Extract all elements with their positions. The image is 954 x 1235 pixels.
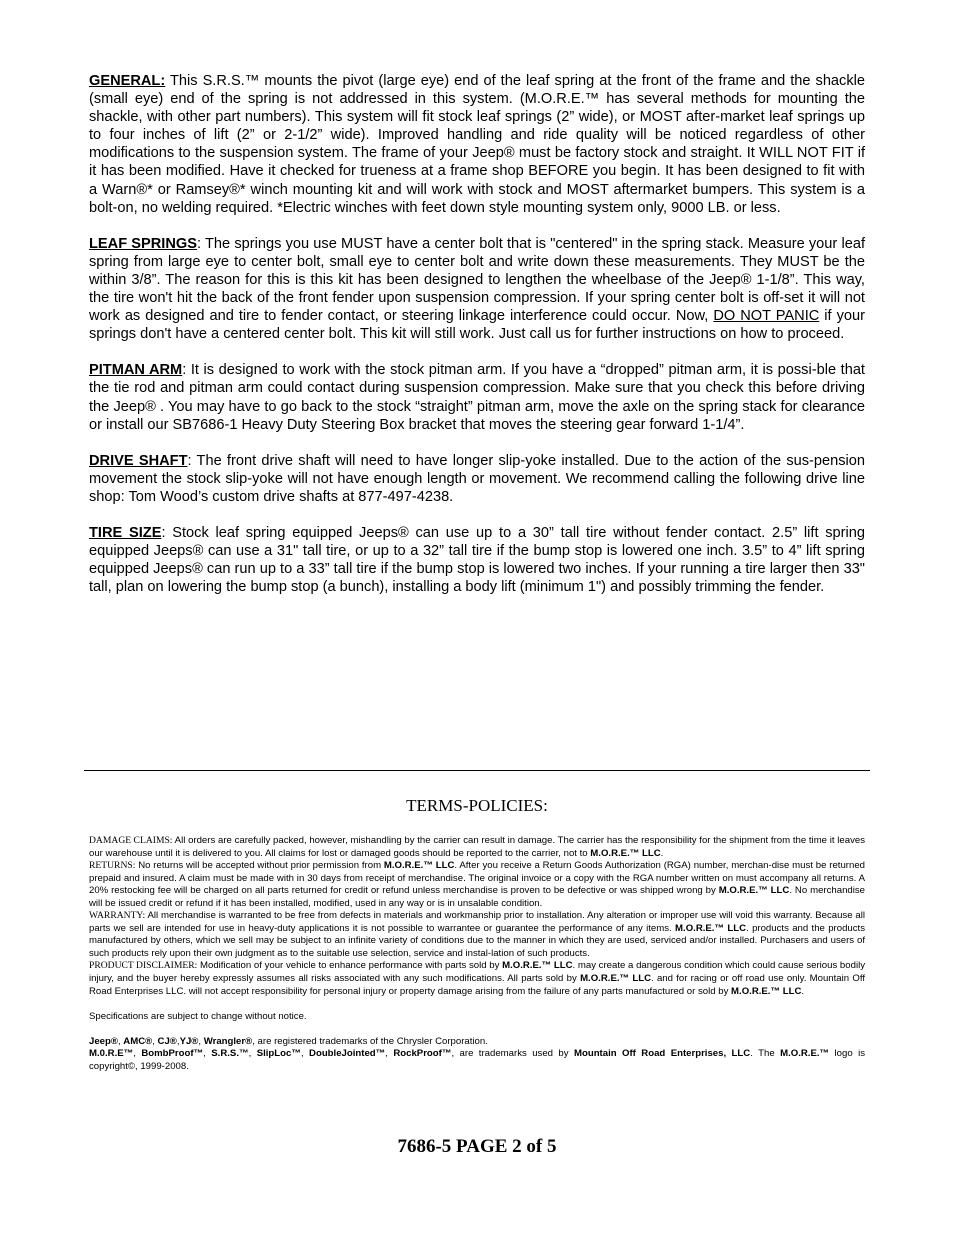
warranty-policy: WARRANTY: All merchandise is warranted to be free from defects in materials and workmanship prior to installation. Any alteration or improper use will void this warranty. Because all parts we sell are intended for use in heavy-duty applications it is not possible to warrantee or guarantee the performance of any items. M.O.R.E.™ LLC. products and the products manufactured by others, which we sell may be subject to an infinite variety of conditions due to the manner in which they are used, serviced and/or installed. Purchasers and users of such products rely upon their own judgment as to the suitable use selection, service and instal-lation of such products.	[89, 910, 866, 959]
section-pitman-arm	[89, 361, 865, 433]
tire-size-text: : Stock leaf spring equipped Jeeps® can use up to a 30” tall tire without fender contact. 2.5” lift spring equipped Jeeps® can use a 31" tall tire, or up to a 32” tall tire if the bump stop is lowered one inch. 3.5” to 4” lift spring equipped Jeeps® can run up to a 33” tall tire if the bump stop is lowered two inches. If your running a tire larger then 33" tall, plan on lowering the bump stop (a bunch), installing a body lift (minimum 1") and possibly trimming the fender.	[89, 524, 866, 596]
instructions-body	[89, 72, 865, 614]
leaf-springs-text-end: if your springs don't have a centered center bolt. This kit will still work. Just call us for further instructions on how to proceed.	[89, 308, 865, 343]
product-disclaimer: PRODUCT DISCLAIMER: Modification of your vehicle to enhance performance with parts sold by M.O.R.E.™ LLC. may create a dangerous condition which could cause serious bodily injury, and the buyer hereby expressly assumes all risks associated with any such modifications. All parts sold by M.O.R.E.™ LLC. and for racing or off road use only. Mountain Off Road Enterprises LLC. will not accept responsibility for personal injury or property damage arising from the failure of any parts manufactured or sold by M.O.R.E.™ LLC.	[89, 960, 866, 997]
section-drive-shaft	[89, 452, 865, 506]
section-tire-size	[89, 524, 865, 596]
pitman-arm-text: : It is designed to work with the stock pitman arm. If you have a “dropped” pitman arm, it is possi-ble that the tie rod and pitman arm could contact during suspension compression. Make sure that you check this before driving the Jeep® . You may have to go back to the stock “straight” pitman arm, move the axle on the spring stack for clearance or install our SB7686-1 Heavy Duty Steering Box bracket that moves the steering gear forward 1-1/4”.	[89, 362, 865, 433]
heading-drive-shaft: DRIVE SHAFT	[89, 452, 188, 469]
section-leaf-springs	[89, 235, 865, 344]
divider-line	[84, 770, 870, 771]
terms-title: TERMS-POLICIES:	[406, 796, 548, 815]
heading-pitman-arm: PITMAN ARM	[89, 362, 183, 379]
section-general	[89, 72, 865, 217]
heading-general: GENERAL:	[89, 73, 166, 89]
heading-leaf-springs: LEAF SPRINGS	[89, 235, 197, 252]
page-footer: 7686-5 PAGE 2 of 5	[397, 1136, 557, 1157]
trademarks-chrysler: Jeep®, AMC®, CJ®,YJ®, Wrangler®, are registered trademarks of the Chrysler Corporation.	[89, 1035, 488, 1047]
general-text: This S.R.S.™ mounts the pivot (large eye) end of the leaf spring at the front of the frame and the shackle (small eye) end of the spring is not addressed in this system. (M.O.R.E.™ has several methods for mounting the shackle, with other part numbers). This system will fit stock leaf springs (2” wide), or MOST after-market leaf springs up to four inches of lift (2” or 2-1/2” wide). Improved handling and ride quality will be noticed regardless of other modifications to the suspension system. The frame of your Jeep® must be factory stock and straight. It WILL NOT FIT if it has been modified. Have it checked for trueness at a frame shop BEFORE you begin. It has been designed to fit with a Warn®* or Ramsey®* winch mounting kit and will work with stock and MOST aftermarket bumpers. This system is a bolt-on, no welding required. *Electric winches with feet down style mounting system only, 9000 LB. or less.	[89, 73, 865, 216]
heading-tire-size: TIRE SIZE	[89, 524, 162, 541]
specifications-note: Specifications are subject to change without notice.	[89, 1010, 307, 1022]
trademarks-more: M.0.R.E™, BombProof™, S.R.S.™, SlipLoc™, DoubleJointed™, RockProof™, are trademarks used by Mountain Off Road Enterprises, LLC. The M.O.R.E.™ logo is copyright©, 1999-2008.	[89, 1048, 866, 1072]
leaf-springs-text: : The springs you use MUST have a center bolt that is "centered" in the spring stack. Measure your leaf spring from large eye to center bolt, small eye to center bolt and write down these measurements. They MUST be the within 3/8”. The reason for this is this kit has been designed to lengthen the wheelbase of the Jeep® 1-1/8”. This way, the tire won't hit the back of the front fender upon suspension compression. If your spring center bolt is off-set it will not work as designed and tire to fender contact, or steering linkage interference could occur. Now,	[89, 235, 866, 325]
terms-policies	[89, 835, 865, 1073]
drive-shaft-text: : The front drive shaft will need to have longer slip-yoke installed. Due to the action of the sus-pension movement the stock slip-yoke will not have enough length or movement. We recommend calling the following drive line shop: Tom Wood’s custom drive shafts at 877-497-4238.	[89, 452, 866, 505]
damage-claims: DAMAGE CLAIMS: All orders are carefully packed, however, mishandling by the carrier can result in damage. The carrier has the responsibility for the shipment from the time it leaves our warehouse until it is delivered to you. All claims for lost or damaged goods should be reported to the carrier, not to M.O.R.E.™ LLC.	[89, 835, 865, 859]
returns-policy: RETURNS: No returns will be accepted without prior permission from M.O.R.E.™ LLC. After you receive a Return Goods Authorization (RGA) number, merchan-dise must be returned prepaid and insured. A claim must be made with in 30 days from receipt of merchandise. The original invoice or a copy with the RGA number written on must accompany all returns. A 20% restocking fee will be charged on all parts returned for credit or refund unless merchandise is proven to be defective or was shipped wrong by M.O.R.E.™ LLC. No merchandise will be issued credit or refund if it has been installed, modified, used in any way or is in unsalable condition.	[89, 860, 865, 909]
do-not-panic-text: DO NOT PANIC	[713, 308, 820, 325]
